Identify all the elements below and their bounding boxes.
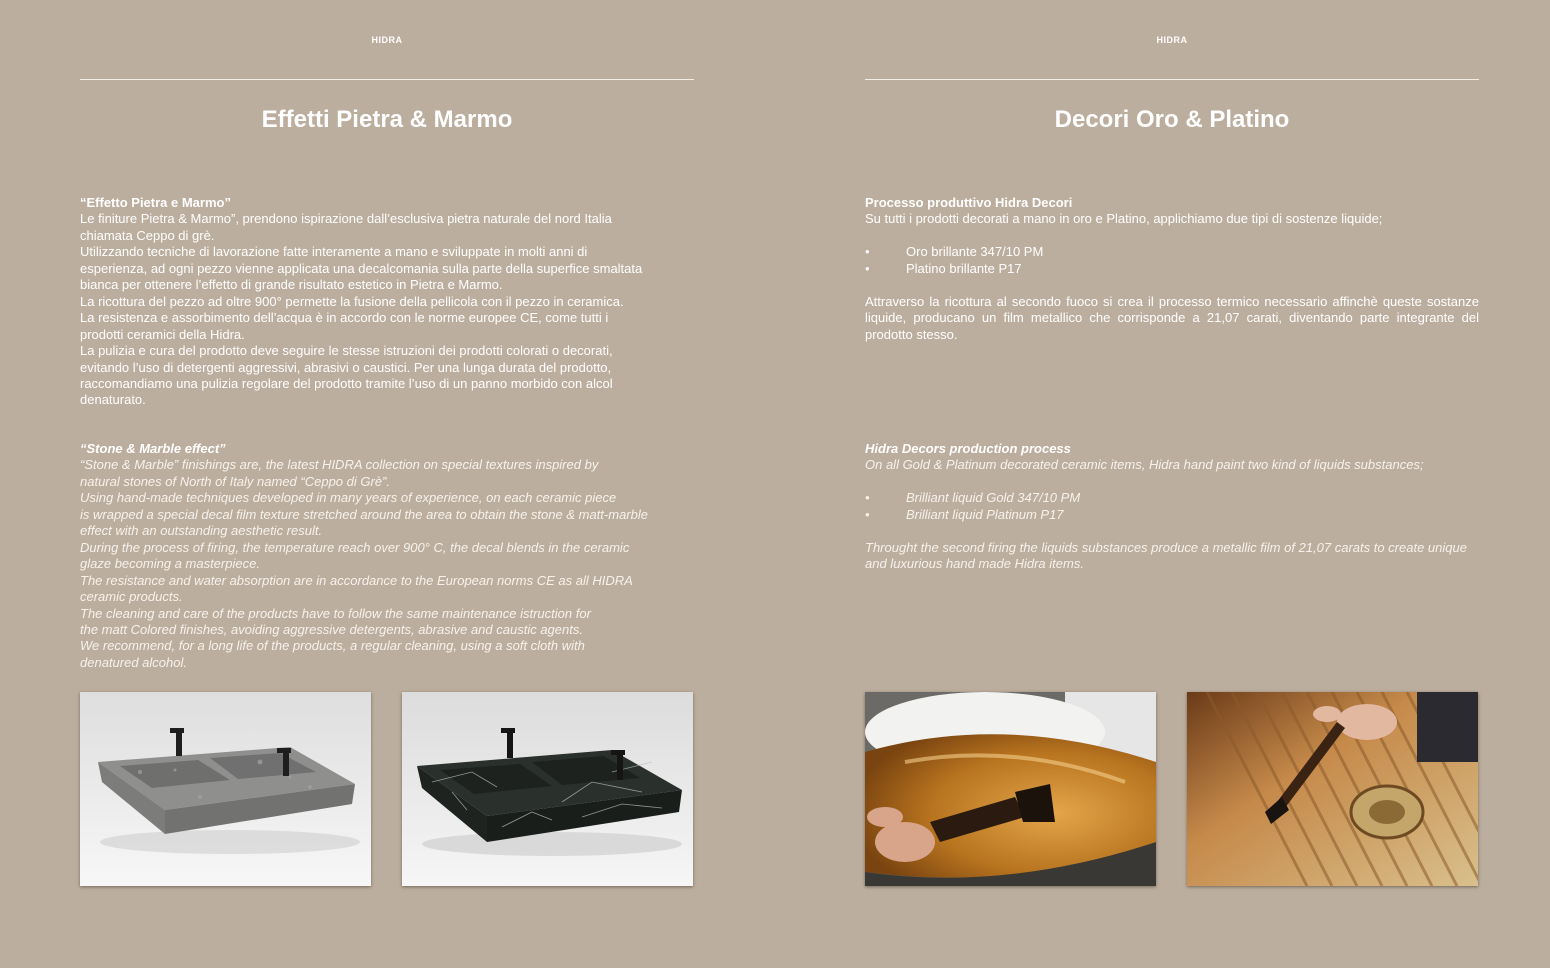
grey-stone-basin-photo: [80, 692, 371, 886]
bullet-icon: •: [865, 506, 870, 522]
black-marble-basin-photo: [402, 692, 693, 886]
text-line: Using hand-made techniques developed in many years of experience, on each ceramic piece: [80, 490, 617, 506]
list-item: • Platino brillante P17: [865, 260, 1022, 276]
list-item: • Oro brillante 347/10 PM: [865, 244, 1044, 260]
section-heading: Hidra Decors production process: [865, 441, 1071, 456]
text-line: denatured alcohol.: [80, 654, 187, 670]
text-line: The cleaning and care of the products have to follow the same maintenance istruction for: [80, 605, 591, 621]
section-heading: “Effetto Pietra e Marmo”: [80, 195, 231, 210]
text-line: denaturato.: [80, 392, 146, 408]
page-title: Effetti Pietra & Marmo: [261, 106, 513, 133]
body-text: Attraverso la ricottura al secondo fuoco si crea il processo termico necessario affinchè queste sostanze liquide, producano un film metallico che corrisponde a 21,07 carati, diventando parte integrante del prodotto stesso.: [865, 293, 1479, 342]
text-line: La pulizia e cura del prodotto deve seguire le stesse istruzioni dei prodotti colorati o decorati,: [80, 343, 613, 359]
header-divider: [80, 79, 694, 80]
text-line: ceramic products.: [80, 589, 183, 605]
text-line: glaze becoming a masterpiece.: [80, 556, 260, 572]
header-divider: [865, 79, 1479, 80]
text-line: During the process of firing, the temperature reach over 900° C, the decal blends in the ceramic: [80, 539, 630, 555]
gold-brush-basin-photo: [1187, 692, 1478, 886]
bullet-icon: •: [865, 490, 870, 506]
text-line: Le finiture Pietra & Marmo”, prendono ispirazione dall’esclusiva pietra naturale del nord Italia: [80, 211, 612, 227]
bullet-list: [865, 490, 1479, 523]
gold-painting-photo: [865, 692, 1156, 886]
intro-text: On all Gold & Platinum decorated ceramic items, Hidra hand paint two kind of liquids substances;: [865, 457, 1424, 473]
text-line: La resistenza e assorbimento dell’acqua è in accordo con le norme europee CE, come tutti i: [80, 310, 609, 326]
brand-header: HIDRA: [371, 35, 403, 45]
text-line: raccomandiamo una pulizia regolare del prodotto tramite l’uso di un panno morbido con alcol: [80, 375, 613, 391]
page-title: Decori Oro & Platino: [1054, 106, 1290, 133]
brand-header: HIDRA: [1156, 35, 1188, 45]
bullet-list: [865, 244, 1479, 277]
bullet-icon: •: [865, 260, 870, 276]
text-line: La ricottura del pezzo ad oltre 900° permette la fusione della pellicola con il pezzo in ceramica.: [80, 293, 624, 309]
english-description: [80, 441, 694, 671]
text-line: “Stone & Marble” finishings are, the latest HIDRA collection on special textures inspired by: [80, 457, 599, 473]
text-line: evitando l’uso di detergenti aggressivi, abrasivi o caustici. Per una lunga durata del prodotto,: [80, 359, 612, 375]
text-line: The resistance and water absorption are in accordance to the European norms CE as all HIDRA: [80, 572, 633, 588]
section-heading: Processo produttivo Hidra Decori: [865, 195, 1073, 210]
italian-description: [80, 195, 694, 409]
italian-description: [865, 195, 1479, 343]
body-text: Throught the second firing the liquids substances produce a metallic film of 21,07 carats to create unique and luxurious hand made Hidra items.: [865, 539, 1467, 572]
text-line: is wrapped a special decal film texture stretched around the area to obtain the stone & matt-marble: [80, 506, 648, 522]
text-line: esperienza, ad ogni pezzo vienne applicata una decalcomania sulla parte della superfice smaltata: [80, 260, 643, 276]
text-line: bianca per ottenere l’effetto di grande risultato estetico in Pietra e Marmo.: [80, 277, 503, 293]
text-line: natural stones of North of Italy named “Ceppo di Grè”.: [80, 473, 390, 489]
left-page: [80, 0, 694, 968]
text-line: effect with an outstanding aesthetic result.: [80, 523, 323, 539]
text-line: chiamata Ceppo di grè.: [80, 227, 215, 243]
text-line: We recommend, for a long life of the products, a regular cleaning, using a soft cloth with: [80, 638, 585, 654]
text-line: the matt Colored finishes, avoiding aggressive detergents, abrasive and caustic agents.: [80, 621, 583, 637]
list-item: • Brilliant liquid Gold 347/10 PM: [865, 490, 1081, 506]
text-line: Utilizzando tecniche di lavorazione fatte interamente a mano e sviluppate in molti anni di: [80, 244, 588, 260]
list-item: • Brilliant liquid Platinum P17: [865, 506, 1064, 522]
section-heading: “Stone & Marble effect”: [80, 441, 226, 456]
text-line: prodotti ceramici della Hidra.: [80, 326, 245, 342]
right-page: [865, 0, 1479, 968]
intro-text: Su tutti i prodotti decorati a mano in oro e Platino, applichiamo due tipi di sostenze liquide;: [865, 211, 1383, 227]
bullet-icon: •: [865, 244, 870, 260]
english-description: [865, 441, 1479, 573]
